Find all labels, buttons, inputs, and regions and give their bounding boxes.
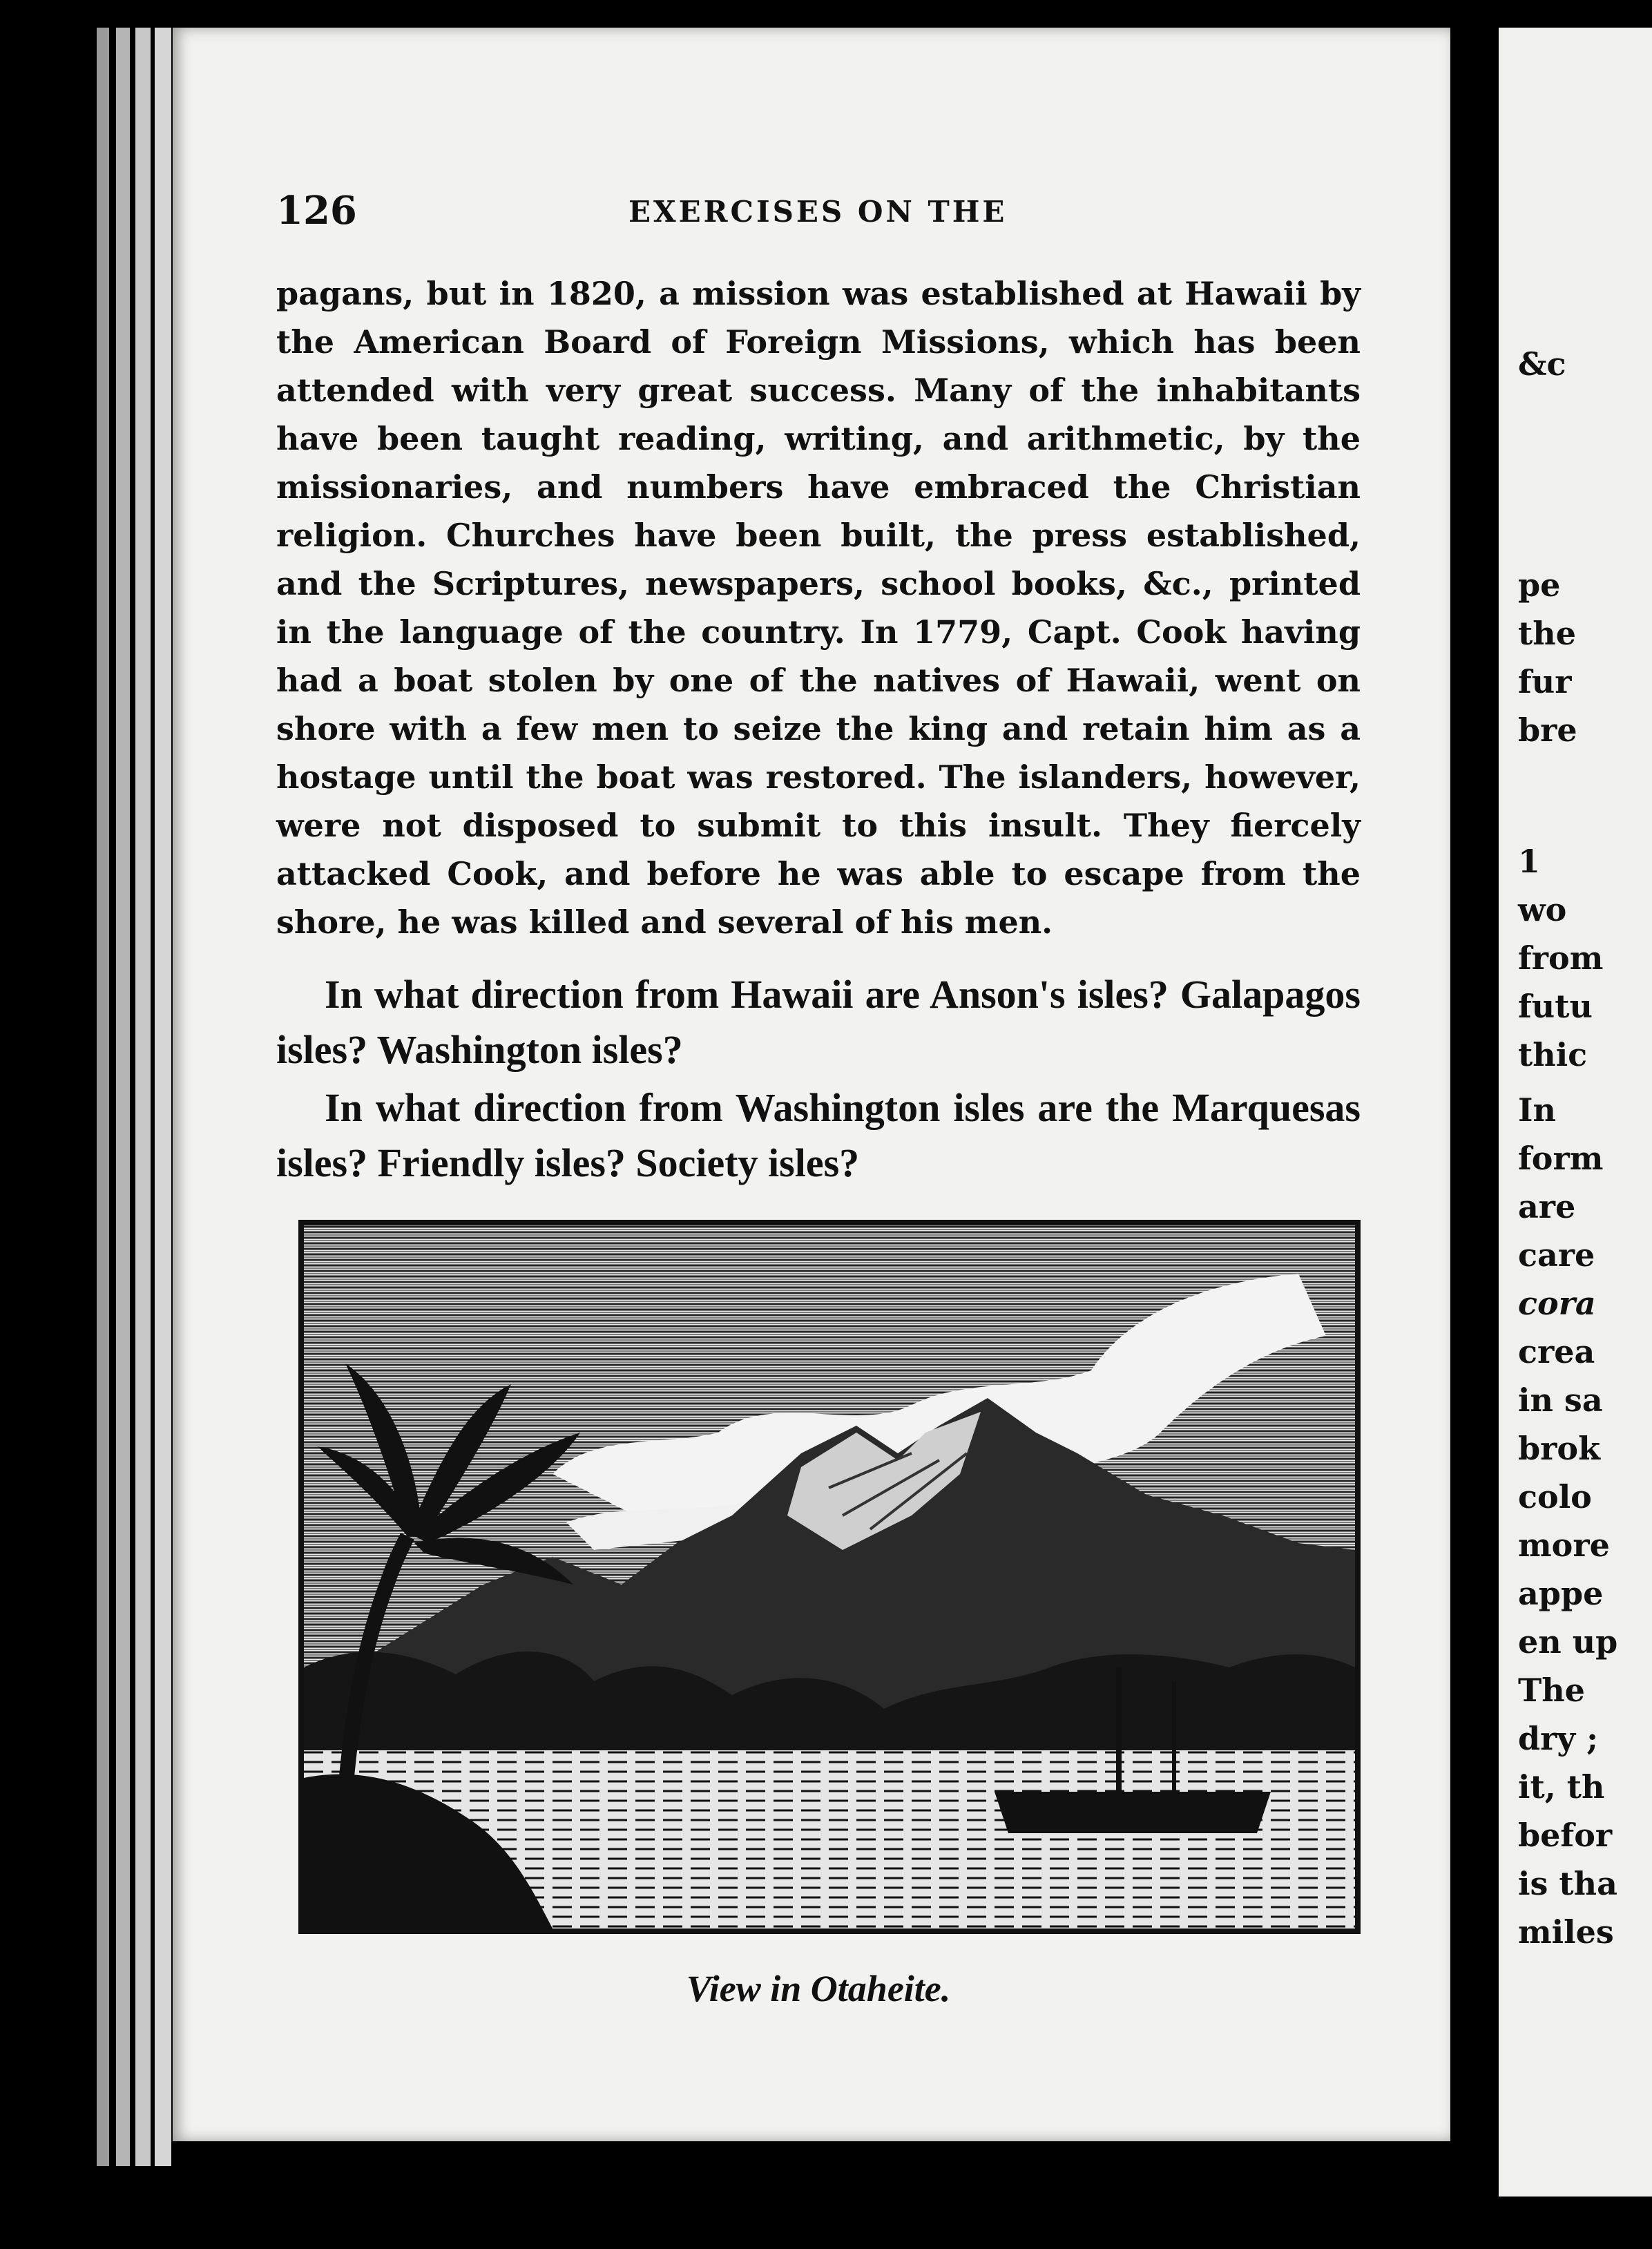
adjacent-text-fragment: wo (1518, 891, 1567, 928)
adjacent-text-fragment: 1 (1518, 843, 1541, 880)
adjacent-text-fragment: &c (1518, 345, 1566, 383)
adjacent-text-fragment: are (1518, 1188, 1576, 1225)
adjacent-text-fragment: colo (1518, 1478, 1592, 1515)
woodcut-illustration (298, 1220, 1361, 1934)
adjacent-text-fragment: form (1518, 1140, 1604, 1177)
adjacent-text-fragment: dry ; (1518, 1720, 1599, 1757)
landscape-engraving (304, 1225, 1355, 1929)
page-header (276, 188, 1036, 243)
figure-caption: View in Otaheite. (686, 1968, 951, 2009)
adjacent-text-fragment: en up (1518, 1623, 1618, 1661)
adjacent-text-fragment: is tha (1518, 1865, 1617, 1902)
page-edge (155, 28, 171, 2166)
adjacent-text-fragment: crea (1518, 1333, 1595, 1370)
body-paragraph: pagans, but in 1820, a mission was established at Hawaii by the American Board of Foreign Missions, which has been attended with very great success. Many of the inhabitants have been taught reading, writing, and arithmetic, by the missionaries, and numbers have embraced the Christian religion. Churches have been built, the press established, and the Scriptures, newspapers, school books, &c., printed in the language of the country. In 1779, Capt. Cook having had a boat stolen by one of the natives of Hawaii, went on shore with a few men to seize the king and retain him as a hostage until the boat was restored. The islanders, however, were not disposed to submit to this insult. They fiercely attacked Cook, and before he was able to escape from the shore, he was killed and several of his men. (276, 275, 1361, 941)
page-edge (97, 28, 109, 2166)
adjacent-text-fragment: The (1518, 1672, 1585, 1709)
adjacent-text-fragment: brok (1518, 1430, 1600, 1467)
question-list (276, 967, 1361, 1194)
adjacent-text-fragment: miles (1518, 1913, 1614, 1951)
adjacent-text-fragment: In (1518, 1091, 1556, 1129)
adjacent-text-fragment: more (1518, 1527, 1610, 1564)
adjacent-page (1499, 28, 1652, 2197)
page-edge (116, 28, 130, 2166)
page-edge (135, 28, 151, 2166)
adjacent-text-fragment: from (1518, 939, 1604, 977)
adjacent-text-fragment: care (1518, 1236, 1595, 1274)
page-number: 126 (276, 188, 357, 233)
adjacent-text-fragment: it, th (1518, 1768, 1605, 1806)
question-item: In what direction from Washington isles are the Marquesas isles? Friendly isles? Society isles? (276, 1085, 1361, 1185)
adjacent-text-fragment: befor (1518, 1817, 1613, 1854)
adjacent-text-fragment: cora (1518, 1285, 1596, 1322)
adjacent-text-fragment: pe (1518, 566, 1561, 604)
question-item: In what direction from Hawaii are Anson's isles? Galapagos isles? Washington isles? (276, 972, 1361, 1072)
adjacent-text-fragment: thic (1518, 1036, 1588, 1073)
adjacent-text-fragment: bre (1518, 711, 1577, 749)
adjacent-text-fragment: appe (1518, 1575, 1604, 1612)
running-title: EXERCISES ON THE (628, 195, 1008, 229)
adjacent-text-fragment: the (1518, 615, 1576, 652)
adjacent-text-fragment: in sa (1518, 1381, 1603, 1419)
adjacent-text-fragment: fur (1518, 663, 1572, 700)
adjacent-text-fragment: futu (1518, 988, 1593, 1025)
